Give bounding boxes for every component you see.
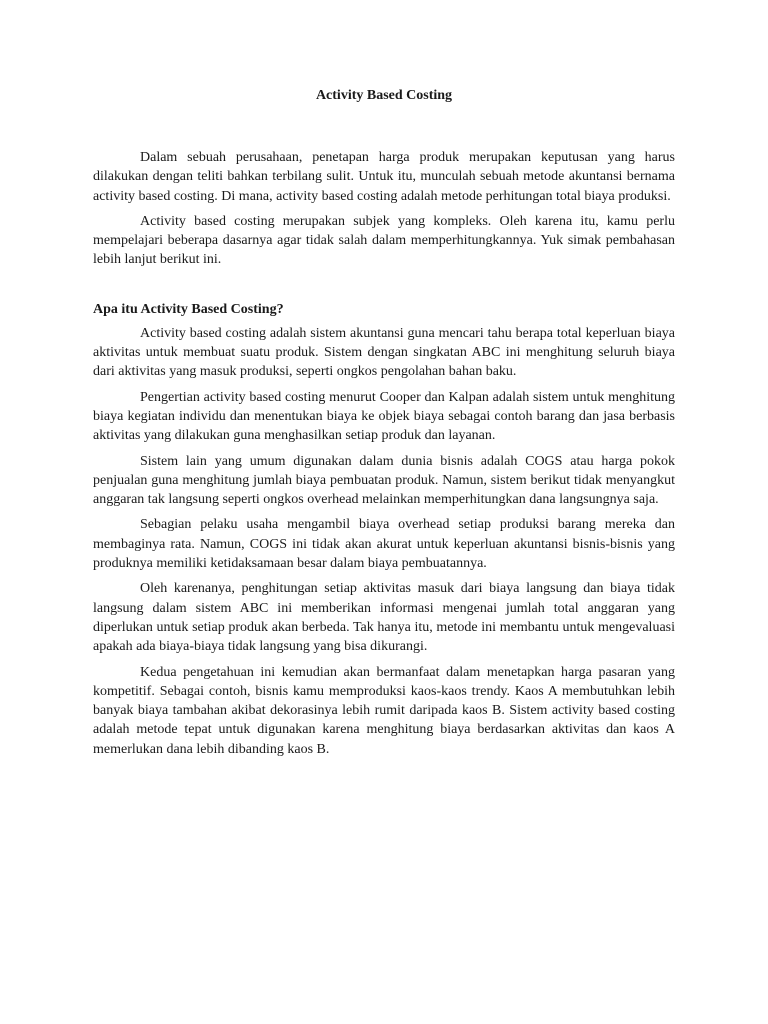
- document-page: [93, 86, 675, 765]
- intro-paragraph: Dalam sebuah perusahaan, penetapan harga produk merupakan keputusan yang harus dilakukan dengan teliti bahkan terbilang sulit. Untuk itu, munculah sebuah metode akuntansi bernama activity based costing. Di mana, activity based costing adalah metode perhitungan total biaya produksi.: [93, 150, 675, 204]
- intro-paragraph: Activity based costing merupakan subjek yang kompleks. Oleh karena itu, kamu perlu mempelajari beberapa dasarnya agar tidak salah dalam memperhitungkannya. Yuk simak pembahasan lebih lanjut berikut ini.: [93, 213, 675, 268]
- body-paragraph: Kedua pengetahuan ini kemudian akan bermanfaat dalam menetapkan harga pasaran yang kompetitif. Sebagai contoh, bisnis kamu memproduksi kaos-kaos trendy. Kaos A membutuhkan lebih banyak biaya tambahan akibat dekorasinya lebih rumit daripada kaos B. Sistem activity based costing adalah metode tepat untuk digunakan karena menghitung biaya berdasarkan aktivitas dan kaos A memerlukan dana lebih dibanding kaos B.: [93, 664, 675, 757]
- body-paragraph: Sebagian pelaku usaha mengambil biaya overhead setiap produksi barang mereka dan membaginya rata. Namun, COGS ini tidak akan akurat untuk keperluan akuntansi bisnis-bisnis yang produknya memiliki ketidaksamaan besar dalam biaya pembuatannya.: [93, 517, 675, 572]
- section-spacer: [93, 276, 675, 300]
- document-title: Activity Based Costing: [315, 88, 453, 103]
- section-heading: Apa itu Activity Based Costing?: [93, 301, 284, 317]
- body-paragraph: Pengertian activity based costing menurut Cooper dan Kalpan adalah sistem untuk menghitung biaya kegiatan individu dan menentukan biaya ke objek biaya sebagai contoh barang dan jasa berbasis aktivitas yang dilakukan guna menghasilkan setiap produk dan layanan.: [93, 389, 675, 444]
- body-paragraph: Sistem lain yang umum digunakan dalam dunia bisnis adalah COGS atau harga pokok penjualan guna menghitung jumlah biaya pembuatan produk. Namun, sistem berikut tidak menyangkut anggaran tak langsung seperti ongkos overhead melainkan memperhitungkan dana langsungnya saja.: [93, 453, 675, 508]
- body-paragraph: Activity based costing adalah sistem akuntansi guna mencari tahu berapa total keperluan biaya aktivitas untuk membuat suatu produk. Sistem dengan singkatan ABC ini menghitung seluruh biaya dari aktivitas yang masuk produksi, seperti ongkos pengolahan bahan baku.: [93, 325, 675, 380]
- body-paragraph: Oleh karenanya, penghitungan setiap aktivitas masuk dari biaya langsung dan biaya tidak langsung dalam sistem ABC ini memberikan informasi mengenai jumlah total anggaran yang diperlukan untuk setiap produk akan berbeda. Tak hanya itu, metode ini membantu untuk mengevaluasi apakah ada biaya-biaya tidak langsung yang bisa dikurangi.: [93, 581, 675, 655]
